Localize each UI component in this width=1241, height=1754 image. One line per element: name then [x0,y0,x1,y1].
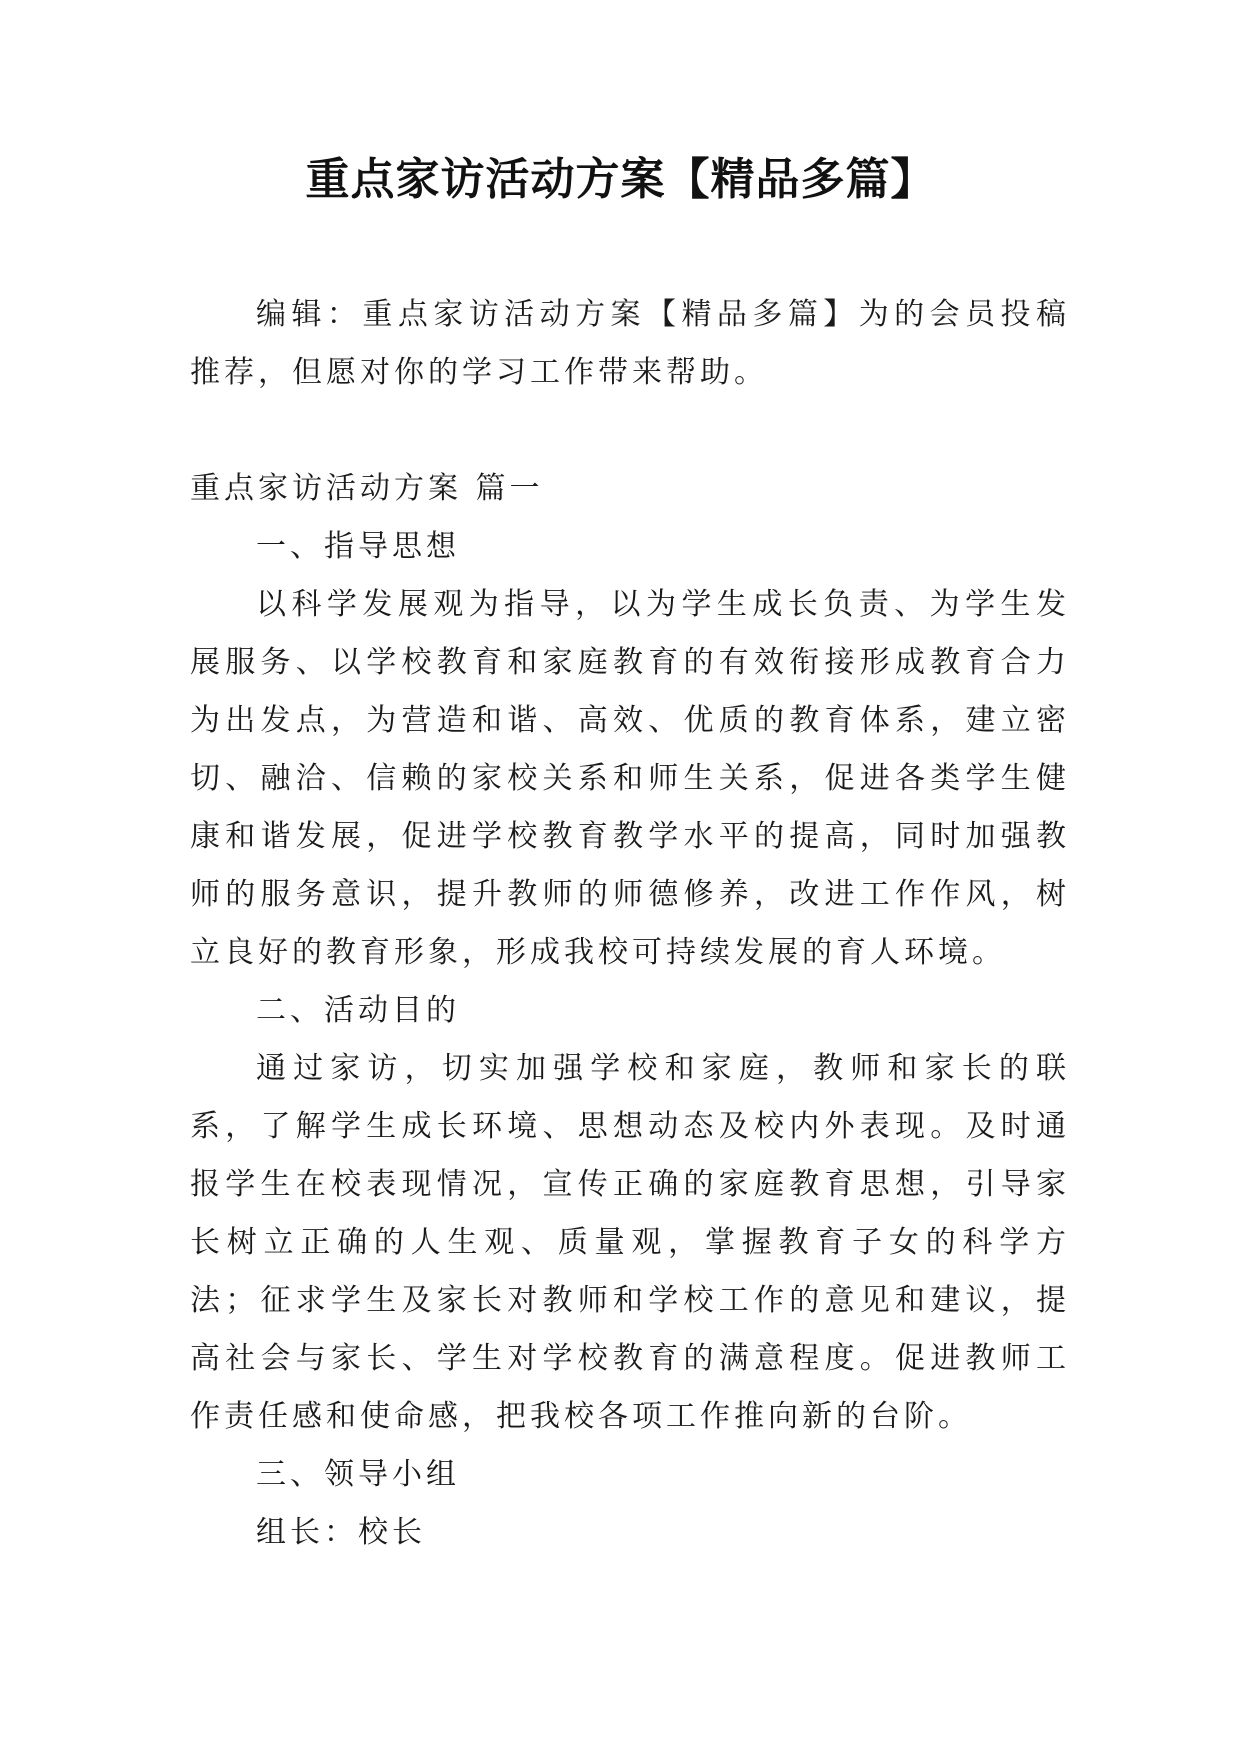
intro-paragraph: 编辑：重点家访活动方案【精品多篇】为的会员投稿推荐，但愿对你的学习工作带来帮助。 [190,297,1070,390]
section3-heading: 三、领导小组 [256,1457,460,1492]
leader-line: 组长：校长 [256,1515,426,1550]
section1-paragraph: 以科学发展观为指导，以为学生成长负责、为学生发展服务、以学校教育和家庭教育的有效衔接形成教育合力为出发点，为营造和谐、高效、优质的教育体系，建立密切、融洽、信赖的家校关系和师生关系，促进各类学生健康和谐发展，促进学校教育教学水平的提高，同时加强教师的服务意识，提升教师的师德修养，改进工作作风，树立良好的教育形象，形成我校可持续发展的育人环境。 [190,587,1070,970]
document-body [190,286,1070,1562]
section2-paragraph: 通过家访，切实加强学校和家庭，教师和家长的联系，了解学生成长环境、思想动态及校内外表现。及时通报学生在校表现情况，宣传正确的家庭教育思想，引导家长树立正确的人生观、质量观，掌握教育子女的科学方法；征求学生及家长对教师和学校工作的意见和建议，提高社会与家长、学生对学校教育的满意程度。促进教师工作责任感和使命感，把我校各项工作推向新的台阶。 [190,1051,1070,1434]
document-title: 重点家访活动方案【精品多篇】 [305,154,936,205]
section2-heading: 二、活动目的 [256,993,460,1028]
section1-heading: 一、指导思想 [256,529,460,564]
part-heading: 重点家访活动方案 篇一 [190,471,544,506]
